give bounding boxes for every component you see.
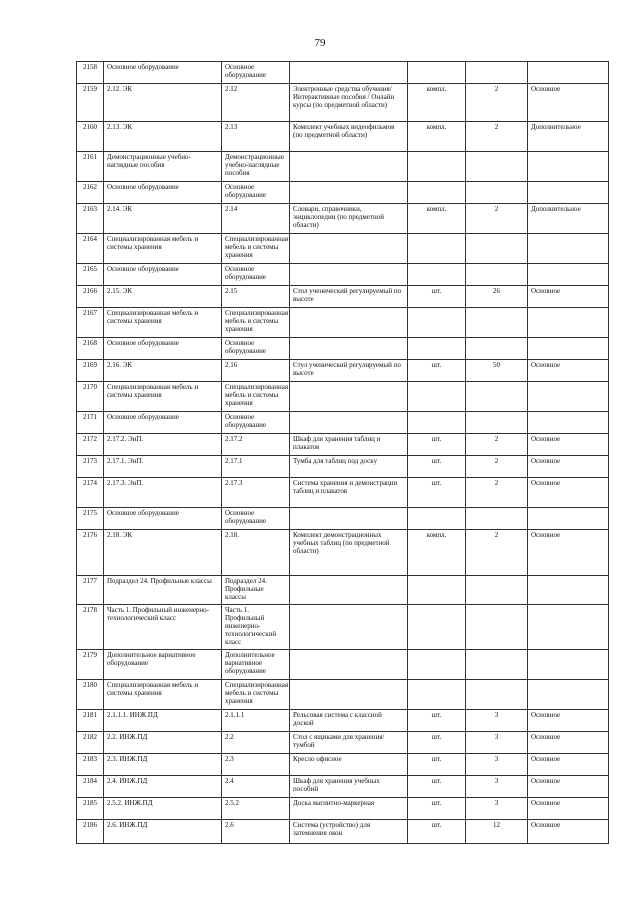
quantity-cell: 3	[466, 709, 528, 731]
row-number-cell: 2181	[77, 709, 104, 731]
table-row	[77, 456, 609, 478]
code-cell: Часть 1. Профильный инженерно-технологический класс	[222, 604, 290, 649]
category-cell: Основное	[528, 797, 609, 819]
category-cell: Основное	[528, 360, 609, 382]
category-cell	[528, 649, 609, 679]
unit-cell: компл.	[408, 204, 466, 234]
unit-cell	[408, 308, 466, 338]
table-row	[77, 649, 609, 679]
table-row	[77, 797, 609, 819]
item-name-cell: Доска магнитно-маркерная	[290, 797, 408, 819]
table-row	[77, 709, 609, 731]
quantity-cell	[466, 382, 528, 412]
quantity-cell: 12	[466, 819, 528, 843]
item-name-cell	[290, 152, 408, 182]
table-row	[77, 182, 609, 204]
row-number-cell: 2158	[77, 62, 104, 84]
code-cell: 2.2	[222, 731, 290, 753]
section-code-cell: Специализированная мебель и системы хранения	[104, 308, 222, 338]
table-row	[77, 204, 609, 234]
code-cell: Основное оборудование	[222, 338, 290, 360]
item-name-cell	[290, 308, 408, 338]
row-number-cell: 2176	[77, 530, 104, 576]
category-cell: Дополнительное	[528, 122, 609, 152]
row-number-cell: 2168	[77, 338, 104, 360]
table-row	[77, 412, 609, 434]
category-cell: Основное	[528, 286, 609, 308]
section-code-cell: Демонстрационные учебно-наглядные пособия	[104, 152, 222, 182]
table-row	[77, 530, 609, 576]
unit-cell	[408, 508, 466, 530]
section-code-cell: 2.17.3. ЭнП.	[104, 478, 222, 508]
category-cell: Основное	[528, 478, 609, 508]
unit-cell	[408, 264, 466, 286]
row-number-cell: 2164	[77, 234, 104, 264]
item-name-cell	[290, 508, 408, 530]
code-cell: 2.18.	[222, 530, 290, 576]
quantity-cell	[466, 182, 528, 204]
item-name-cell	[290, 382, 408, 412]
item-name-cell	[290, 62, 408, 84]
section-code-cell: 2.18. ЭК	[104, 530, 222, 576]
item-name-cell: Словари, справочники, энциклопедии (по предметной области)	[290, 204, 408, 234]
code-cell: 2.17.1	[222, 456, 290, 478]
row-number-cell: 2177	[77, 576, 104, 605]
unit-cell	[408, 412, 466, 434]
row-number-cell: 2180	[77, 679, 104, 709]
code-cell: Специализированная мебель и системы хранения	[222, 382, 290, 412]
item-name-cell	[290, 679, 408, 709]
code-cell: Дополнительное вариативное оборудование	[222, 649, 290, 679]
table-row	[77, 152, 609, 182]
category-cell	[528, 152, 609, 182]
quantity-cell: 2	[466, 122, 528, 152]
row-number-cell: 2163	[77, 204, 104, 234]
row-number-cell: 2185	[77, 797, 104, 819]
category-cell	[528, 508, 609, 530]
section-code-cell: 2.13. ЭК	[104, 122, 222, 152]
unit-cell: шт.	[408, 478, 466, 508]
unit-cell	[408, 679, 466, 709]
quantity-cell	[466, 649, 528, 679]
category-cell: Основное	[528, 775, 609, 797]
category-cell	[528, 382, 609, 412]
item-name-cell: Шкаф для хранения таблиц и плакатов	[290, 434, 408, 456]
section-code-cell: Подраздел 24. Профильные классы	[104, 576, 222, 605]
item-name-cell	[290, 576, 408, 605]
category-cell: Основное	[528, 456, 609, 478]
item-name-cell: Комплект учебных видеофильмов (по предметной области)	[290, 122, 408, 152]
section-code-cell: 2.12. ЭК	[104, 84, 222, 122]
quantity-cell	[466, 412, 528, 434]
quantity-cell: 2	[466, 434, 528, 456]
item-name-cell	[290, 412, 408, 434]
table-row	[77, 819, 609, 843]
row-number-cell: 2160	[77, 122, 104, 152]
quantity-cell: 2	[466, 456, 528, 478]
quantity-cell: 3	[466, 753, 528, 775]
unit-cell: шт.	[408, 797, 466, 819]
category-cell	[528, 264, 609, 286]
unit-cell	[408, 182, 466, 204]
quantity-cell: 2	[466, 478, 528, 508]
code-cell: 2.4	[222, 775, 290, 797]
item-name-cell: Электронные средства обучения/Интерактивные пособия / Онлайн курсы (по предметной области)	[290, 84, 408, 122]
quantity-cell	[466, 264, 528, 286]
quantity-cell	[466, 308, 528, 338]
table-row	[77, 286, 609, 308]
category-cell: Дополнительное	[528, 204, 609, 234]
quantity-cell	[466, 152, 528, 182]
section-code-cell: 2.4. ИНЖ.ПД	[104, 775, 222, 797]
row-number-cell: 2173	[77, 456, 104, 478]
item-name-cell: Система (устройство) для затемнения окон	[290, 819, 408, 843]
item-name-cell	[290, 234, 408, 264]
code-cell: 2.6	[222, 819, 290, 843]
category-cell	[528, 412, 609, 434]
table-row	[77, 62, 609, 84]
row-number-cell: 2172	[77, 434, 104, 456]
section-code-cell: 2.14. ЭК	[104, 204, 222, 234]
item-name-cell	[290, 649, 408, 679]
category-cell	[528, 679, 609, 709]
unit-cell: шт.	[408, 286, 466, 308]
table-row	[77, 308, 609, 338]
unit-cell: шт.	[408, 709, 466, 731]
quantity-cell: 50	[466, 360, 528, 382]
code-cell: Специализированная мебель и системы хранения	[222, 679, 290, 709]
table-row	[77, 775, 609, 797]
code-cell: Основное оборудование	[222, 508, 290, 530]
section-code-cell: 2.1.1.1. ИНЖ.ПД	[104, 709, 222, 731]
quantity-cell	[466, 604, 528, 649]
category-cell	[528, 234, 609, 264]
quantity-cell: 3	[466, 731, 528, 753]
section-code-cell: Часть 1. Профильный инженерно-технологический класс	[104, 604, 222, 649]
row-number-cell: 2175	[77, 508, 104, 530]
quantity-cell: 2	[466, 84, 528, 122]
row-number-cell: 2182	[77, 731, 104, 753]
section-code-cell: Основное оборудование	[104, 182, 222, 204]
item-name-cell	[290, 604, 408, 649]
table-body	[77, 62, 609, 844]
row-number-cell: 2162	[77, 182, 104, 204]
code-cell: Основное оборудование	[222, 264, 290, 286]
table-row	[77, 122, 609, 152]
section-code-cell: Основное оборудование	[104, 412, 222, 434]
section-code-cell: 2.3. ИНЖ.ПД	[104, 753, 222, 775]
unit-cell	[408, 338, 466, 360]
section-code-cell: Специализированная мебель и системы хранения	[104, 234, 222, 264]
code-cell: Основное оборудование	[222, 182, 290, 204]
item-name-cell	[290, 264, 408, 286]
unit-cell	[408, 62, 466, 84]
code-cell: 2.17.2	[222, 434, 290, 456]
equipment-table	[76, 61, 609, 844]
row-number-cell: 2174	[77, 478, 104, 508]
code-cell: Специализированная мебель и системы хранения	[222, 234, 290, 264]
row-number-cell: 2179	[77, 649, 104, 679]
section-code-cell: 2.6. ИНЖ.ПД	[104, 819, 222, 843]
category-cell: Основное	[528, 753, 609, 775]
unit-cell: шт.	[408, 819, 466, 843]
category-cell	[528, 576, 609, 605]
table-row	[77, 576, 609, 605]
unit-cell: компл.	[408, 84, 466, 122]
category-cell: Основное	[528, 530, 609, 576]
quantity-cell: 26	[466, 286, 528, 308]
code-cell: Основное оборудование	[222, 62, 290, 84]
table-row	[77, 753, 609, 775]
unit-cell: шт.	[408, 434, 466, 456]
row-number-cell: 2183	[77, 753, 104, 775]
table-row	[77, 679, 609, 709]
table-row	[77, 604, 609, 649]
table-row	[77, 508, 609, 530]
row-number-cell: 2169	[77, 360, 104, 382]
item-name-cell: Тумба для таблиц под доску	[290, 456, 408, 478]
row-number-cell: 2167	[77, 308, 104, 338]
table-row	[77, 84, 609, 122]
unit-cell: шт.	[408, 731, 466, 753]
section-code-cell: 2.17.1. ЭнП.	[104, 456, 222, 478]
quantity-cell	[466, 234, 528, 264]
unit-cell	[408, 234, 466, 264]
section-code-cell: Основное оборудование	[104, 62, 222, 84]
unit-cell: шт.	[408, 360, 466, 382]
unit-cell: шт.	[408, 775, 466, 797]
category-cell: Основное	[528, 84, 609, 122]
row-number-cell: 2166	[77, 286, 104, 308]
table-row	[77, 382, 609, 412]
category-cell: Основное	[528, 709, 609, 731]
quantity-cell	[466, 338, 528, 360]
table-row	[77, 478, 609, 508]
category-cell: Основное	[528, 434, 609, 456]
row-number-cell: 2159	[77, 84, 104, 122]
section-code-cell: Специализированная мебель и системы хранения	[104, 679, 222, 709]
table-row	[77, 338, 609, 360]
section-code-cell: Специализированная мебель и системы хранения	[104, 382, 222, 412]
quantity-cell: 2	[466, 530, 528, 576]
table-row	[77, 434, 609, 456]
item-name-cell	[290, 338, 408, 360]
code-cell: 2.13	[222, 122, 290, 152]
code-cell: 2.12	[222, 84, 290, 122]
quantity-cell: 2	[466, 204, 528, 234]
quantity-cell	[466, 508, 528, 530]
item-name-cell: Система хранения и демонстрации таблиц и плакатов	[290, 478, 408, 508]
item-name-cell	[290, 182, 408, 204]
section-code-cell: 2.5.2. ИНЖ.ПД	[104, 797, 222, 819]
code-cell: 2.3	[222, 753, 290, 775]
table-row	[77, 234, 609, 264]
quantity-cell	[466, 62, 528, 84]
unit-cell	[408, 576, 466, 605]
table-row	[77, 360, 609, 382]
item-name-cell: Шкаф для хранения учебных пособий	[290, 775, 408, 797]
category-cell	[528, 338, 609, 360]
item-name-cell: Рельсовая система с классной доской	[290, 709, 408, 731]
category-cell	[528, 182, 609, 204]
quantity-cell: 3	[466, 775, 528, 797]
unit-cell: компл.	[408, 530, 466, 576]
code-cell: Подраздел 24. Профильные классы	[222, 576, 290, 605]
unit-cell	[408, 382, 466, 412]
section-code-cell: 2.15. ЭК	[104, 286, 222, 308]
code-cell: 2.1.1.1	[222, 709, 290, 731]
section-code-cell: Основное оборудование	[104, 264, 222, 286]
code-cell: 2.5.2	[222, 797, 290, 819]
item-name-cell: Стул ученический регулируемый по высоте	[290, 360, 408, 382]
unit-cell: шт.	[408, 456, 466, 478]
category-cell: Основное	[528, 819, 609, 843]
page-number: 79	[314, 37, 326, 49]
row-number-cell: 2165	[77, 264, 104, 286]
item-name-cell: Комплект демонстрационных учебных таблиц (по предметной области)	[290, 530, 408, 576]
code-cell: 2.16	[222, 360, 290, 382]
section-code-cell: Основное оборудование	[104, 338, 222, 360]
quantity-cell: 3	[466, 797, 528, 819]
quantity-cell	[466, 679, 528, 709]
row-number-cell: 2178	[77, 604, 104, 649]
category-cell	[528, 604, 609, 649]
table-row	[77, 731, 609, 753]
code-cell: 2.17.3	[222, 478, 290, 508]
code-cell: 2.15	[222, 286, 290, 308]
row-number-cell: 2171	[77, 412, 104, 434]
item-name-cell: Стол с ящиками для хранения/тумбой	[290, 731, 408, 753]
table-row	[77, 264, 609, 286]
row-number-cell: 2184	[77, 775, 104, 797]
section-code-cell: 2.2. ИНЖ.ПД	[104, 731, 222, 753]
code-cell: Основное оборудование	[222, 412, 290, 434]
unit-cell	[408, 604, 466, 649]
section-code-cell: Дополнительное вариативное оборудование	[104, 649, 222, 679]
section-code-cell: 2.16. ЭК	[104, 360, 222, 382]
category-cell	[528, 62, 609, 84]
row-number-cell: 2161	[77, 152, 104, 182]
section-code-cell: 2.17.2. ЭнП.	[104, 434, 222, 456]
row-number-cell: 2170	[77, 382, 104, 412]
unit-cell: компл.	[408, 122, 466, 152]
code-cell: 2.14	[222, 204, 290, 234]
item-name-cell: Стол ученический регулируемый по высоте	[290, 286, 408, 308]
code-cell: Специализированная мебель и системы хранения	[222, 308, 290, 338]
quantity-cell	[466, 576, 528, 605]
unit-cell	[408, 152, 466, 182]
unit-cell	[408, 649, 466, 679]
category-cell	[528, 308, 609, 338]
unit-cell: шт.	[408, 753, 466, 775]
row-number-cell: 2186	[77, 819, 104, 843]
item-name-cell: Кресло офисное	[290, 753, 408, 775]
section-code-cell: Основное оборудование	[104, 508, 222, 530]
code-cell: Демонстрационные учебно-наглядные пособия	[222, 152, 290, 182]
category-cell: Основное	[528, 731, 609, 753]
